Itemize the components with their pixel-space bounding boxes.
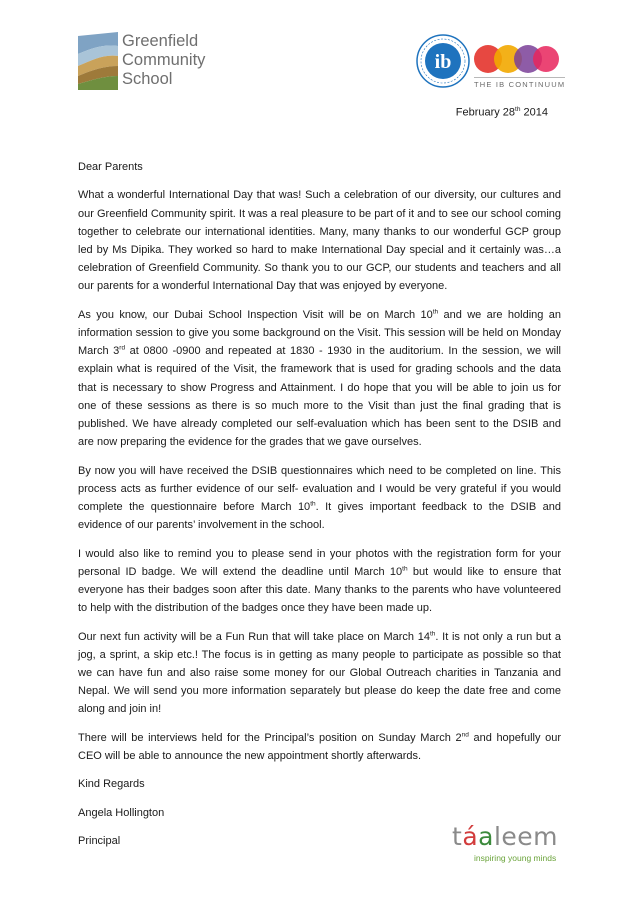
signatory-name: Angela Hollington — [78, 806, 165, 819]
closing: Kind Regards — [78, 778, 145, 791]
ib-continuum-circles — [474, 40, 560, 80]
taaleem-logo — [452, 822, 562, 866]
paragraph-id-badge: I would also like to remind you to please send in your photos with the registration form for your personal ID badge. We will extend the deadline until March 10th but would like to ensure that everyone has their badges soon after this date. Many thanks to the parents who have volunteered to help with the distribution of the badges once they have been made up. — [78, 547, 562, 615]
letter-body — [78, 158, 561, 861]
letter-date: February 28th 2014 — [455, 106, 548, 119]
taaleem-tagline: inspiring young minds — [474, 853, 557, 863]
signatory-role: Principal — [78, 835, 121, 848]
landscape-emblem-icon — [78, 32, 118, 90]
taaleem-wordmark: táaleem — [452, 822, 559, 851]
svg-text:ib: ib — [434, 51, 452, 73]
school-name-line2: Community — [122, 51, 206, 69]
paragraph-principal-interviews: There will be interviews held for the Principal’s position on Sunday March 2nd and hopefully our CEO will be able to announce the new appointment shortly afterwards. — [78, 731, 561, 763]
salutation: Dear Parents — [78, 161, 143, 173]
ib-logo — [412, 30, 566, 94]
paragraph-inspection-visit: As you know, our Dubai School Inspection Visit will be on March 10th and we are holding an information session to give you some background on the Visit. This session will be held on Monday March 3rd at 0800 -0900 and repeated at 1830 - 1930 in the auditorium. In the session, we will explain what is required of the Visit, the framework that is used for grading schools and the data that is necessary to show Progress and Attainment. I do hope that you will be able to join us for one of these sessions as there is so much more to the Visit than just the final grading that is published. We have already completed our self-evaluation which has been sent to the DSIB and are now preparing the evidence for the grades that we gave ourselves. — [78, 308, 562, 449]
school-name-line1: Greenfield — [122, 32, 199, 50]
school-name-line3: School — [122, 70, 173, 88]
ib-tagline: THE IB CONTINUUM — [474, 77, 565, 89]
paragraph-international-day: What a wonderful International Day that was! Such a celebration of our diversity, our cultures and our Greenfield Community spirit. It was a real pleasure to be part of it and to see our school coming together to celebrate our international identities. Many, many thanks to our wonderful GCP group led by Ms Dipika. They worked so hard to make International Day special and it certainly was…a celebration of Greenfield Community. So thank you to our GCP, our students and teachers and all our parents for a wonderful International Day that was enjoyed by everyone. — [78, 189, 561, 293]
ib-world-school-seal — [416, 34, 470, 88]
paragraph-questionnaires: By now you will have received the DSIB questionnaires which need to be completed on line. This process acts as further evidence of our self- evaluation and I would be very grateful if you would complete the questionnaire before March 10th. It gives important feedback to the DSIB and evidence of our parents’ involvement in the school. — [78, 464, 561, 532]
paragraph-fun-run: Our next fun activity will be a Fun Run that will take place on March 14th. It is not only a run but a jog, a sprint, a skip etc.! The focus is in getting as many people to participate as possible so that we can have fun and also raise some money for our Global Outreach charities in Tanzania and Nepal. We will send you more information separately but please do keep the date free and come along and join in! — [78, 629, 561, 716]
school-logo — [78, 30, 218, 100]
